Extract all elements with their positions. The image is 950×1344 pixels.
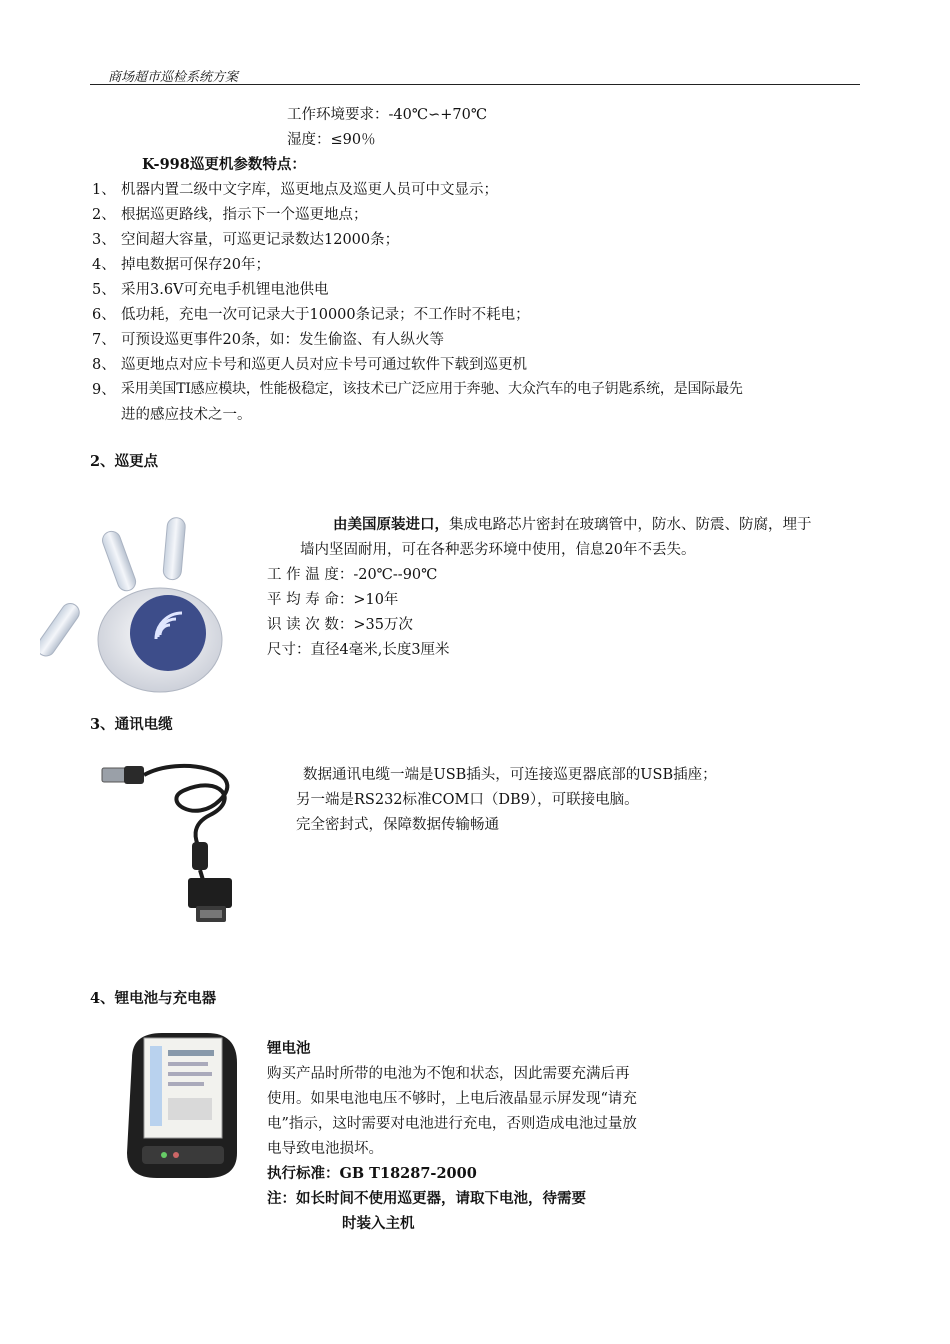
header-rule — [90, 84, 860, 85]
battery-line-1: 购买产品时所带的电池为不饱和状态，因此需要充满后再 — [267, 1066, 630, 1082]
list-item-number: 9、 — [92, 382, 116, 398]
list-item-number: 3、 — [92, 232, 116, 248]
list-item: 根据巡更路线，指示下一个巡更地点； — [121, 207, 368, 223]
list-item-number: 4、 — [92, 257, 116, 273]
battery-line-4: 电导致电池损坏。 — [267, 1141, 383, 1157]
checkpoint-intro-line2: 墙内坚固耐用，可在各种恶劣环境中使用，信息20年不丢失。 — [300, 542, 696, 558]
list-item: 机器内置二级中文字库，巡更地点及巡更人员可中文显示； — [121, 182, 498, 198]
k998-title: K-998巡更机参数特点： — [142, 156, 306, 173]
section-title-battery: 4、锂电池与充电器 — [90, 990, 217, 1007]
battery-line-2: 使用。如果电池电压不够时，上电后液晶显示屏发现“请充 — [267, 1091, 637, 1107]
env-temp: 工作环境要求：-40℃∽+70℃ — [287, 107, 488, 123]
battery-line-3: 电”指示，这时需要对电池进行充电，否则造成电池过量放 — [267, 1116, 637, 1132]
cable-line-1: 数据通讯电缆一端是USB插头，可连接巡更器底部的USB插座； — [303, 767, 717, 783]
battery-charger-image — [122, 1028, 244, 1183]
env-humidity: 湿度：≤90％ — [287, 132, 376, 148]
cable-image — [100, 760, 280, 930]
cable-line-2: 另一端是RS232标准COM口（DB9），可联接电脑。 — [296, 792, 639, 808]
battery-note-line1: 注：如长时间不使用巡更器，请取下电池，待需要 — [267, 1190, 586, 1207]
spec-size: 尺寸：直径4毫米,长度3厘米 — [267, 642, 450, 658]
list-item: 采用美国TI感应模块，性能极稳定，该技术已广泛应用于奔驰、大众汽车的电子钥匙系统，是国际最先 — [121, 381, 743, 397]
list-item-number: 1、 — [92, 182, 116, 198]
spec-lifetime: 平 均 寿 命：>10年 — [267, 592, 399, 608]
battery-title: 锂电池 — [267, 1040, 311, 1057]
list-item-number: 7、 — [92, 332, 116, 348]
battery-standard: 执行标准：GB T18287-2000 — [267, 1165, 477, 1182]
list-item-number: 5、 — [92, 282, 116, 298]
list-item-continuation: 进的感应技术之一。 — [121, 407, 252, 423]
page-header: 商场超市巡检系统方案 — [108, 70, 239, 85]
checkpoint-intro-rest: 集成电路芯片密封在玻璃管中，防水、防震、防腐，埋于 — [449, 517, 812, 533]
battery-note-line2: 时装入主机 — [342, 1215, 415, 1232]
list-item: 巡更地点对应卡号和巡更人员对应卡号可通过软件下载到巡更机 — [121, 357, 527, 373]
list-item: 空间超大容量，可巡更记录数达12000条； — [121, 232, 400, 248]
checkpoint-intro — [333, 513, 812, 534]
list-item-number: 6、 — [92, 307, 116, 323]
spec-read-count: 识 读 次 数：>35万次 — [267, 617, 413, 633]
list-item: 可预设巡更事件20条，如：发生偷盗、有人纵火等 — [121, 332, 444, 348]
list-item-number: 2、 — [92, 207, 116, 223]
section-title-cable: 3、通讯电缆 — [90, 716, 173, 733]
cable-line-3: 完全密封式，保障数据传输畅通 — [296, 817, 499, 833]
list-item: 掉电数据可保存20年； — [121, 257, 270, 273]
list-item: 采用3.6V可充电手机锂电池供电 — [121, 282, 329, 298]
checkpoint-intro-bold: 由美国原装进口， — [333, 516, 449, 533]
list-item-number: 8、 — [92, 357, 116, 373]
spec-temperature: 工 作 温 度：-20℃--90℃ — [267, 567, 438, 583]
section-title-checkpoint: 2、巡更点 — [90, 453, 159, 470]
checkpoint-image — [40, 505, 250, 695]
list-item: 低功耗，充电一次可记录大于10000条记录；不工作时不耗电； — [121, 307, 530, 323]
